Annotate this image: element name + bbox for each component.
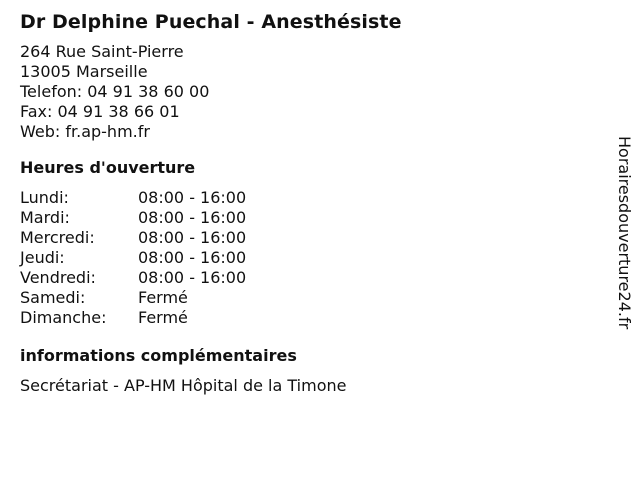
opening-hours-heading: Heures d'ouverture — [20, 158, 196, 177]
hours-time: 08:00 - 16:00 — [138, 268, 247, 287]
hours-row — [20, 308, 246, 328]
hours-row — [20, 208, 246, 228]
hours-row — [20, 268, 246, 288]
hours-day: Samedi: — [20, 288, 86, 307]
hours-time: 08:00 - 16:00 — [138, 188, 247, 207]
business-title: Dr Delphine Puechal - Anesthésiste — [20, 11, 402, 33]
contact-block — [20, 42, 600, 142]
address-city: 13005 Marseille — [20, 62, 148, 81]
site-watermark: Horairesdouverture24.fr — [615, 136, 634, 330]
hours-time: 08:00 - 16:00 — [138, 248, 247, 267]
hours-day: Mercredi: — [20, 228, 95, 247]
hours-row — [20, 188, 246, 208]
business-card — [20, 8, 600, 396]
hours-day: Mardi: — [20, 208, 70, 227]
additional-info-heading: informations complémentaires — [20, 346, 297, 365]
website: Web: fr.ap-hm.fr — [20, 122, 150, 141]
hours-day: Jeudi: — [20, 248, 65, 267]
hours-day: Vendredi: — [20, 268, 96, 287]
hours-time: 08:00 - 16:00 — [138, 228, 247, 247]
phone-number: Telefon: 04 91 38 60 00 — [20, 82, 210, 101]
hours-row — [20, 288, 246, 308]
additional-info-text: Secrétariat - AP-HM Hôpital de la Timone — [20, 376, 347, 395]
address-street: 264 Rue Saint-Pierre — [20, 42, 184, 61]
hours-day: Lundi: — [20, 188, 69, 207]
opening-hours-table — [20, 188, 246, 328]
hours-row — [20, 228, 246, 248]
hours-time: Fermé — [138, 308, 188, 327]
hours-day: Dimanche: — [20, 308, 107, 327]
hours-time: Fermé — [138, 288, 188, 307]
fax-number: Fax: 04 91 38 66 01 — [20, 102, 180, 121]
hours-time: 08:00 - 16:00 — [138, 208, 247, 227]
hours-row — [20, 248, 246, 268]
